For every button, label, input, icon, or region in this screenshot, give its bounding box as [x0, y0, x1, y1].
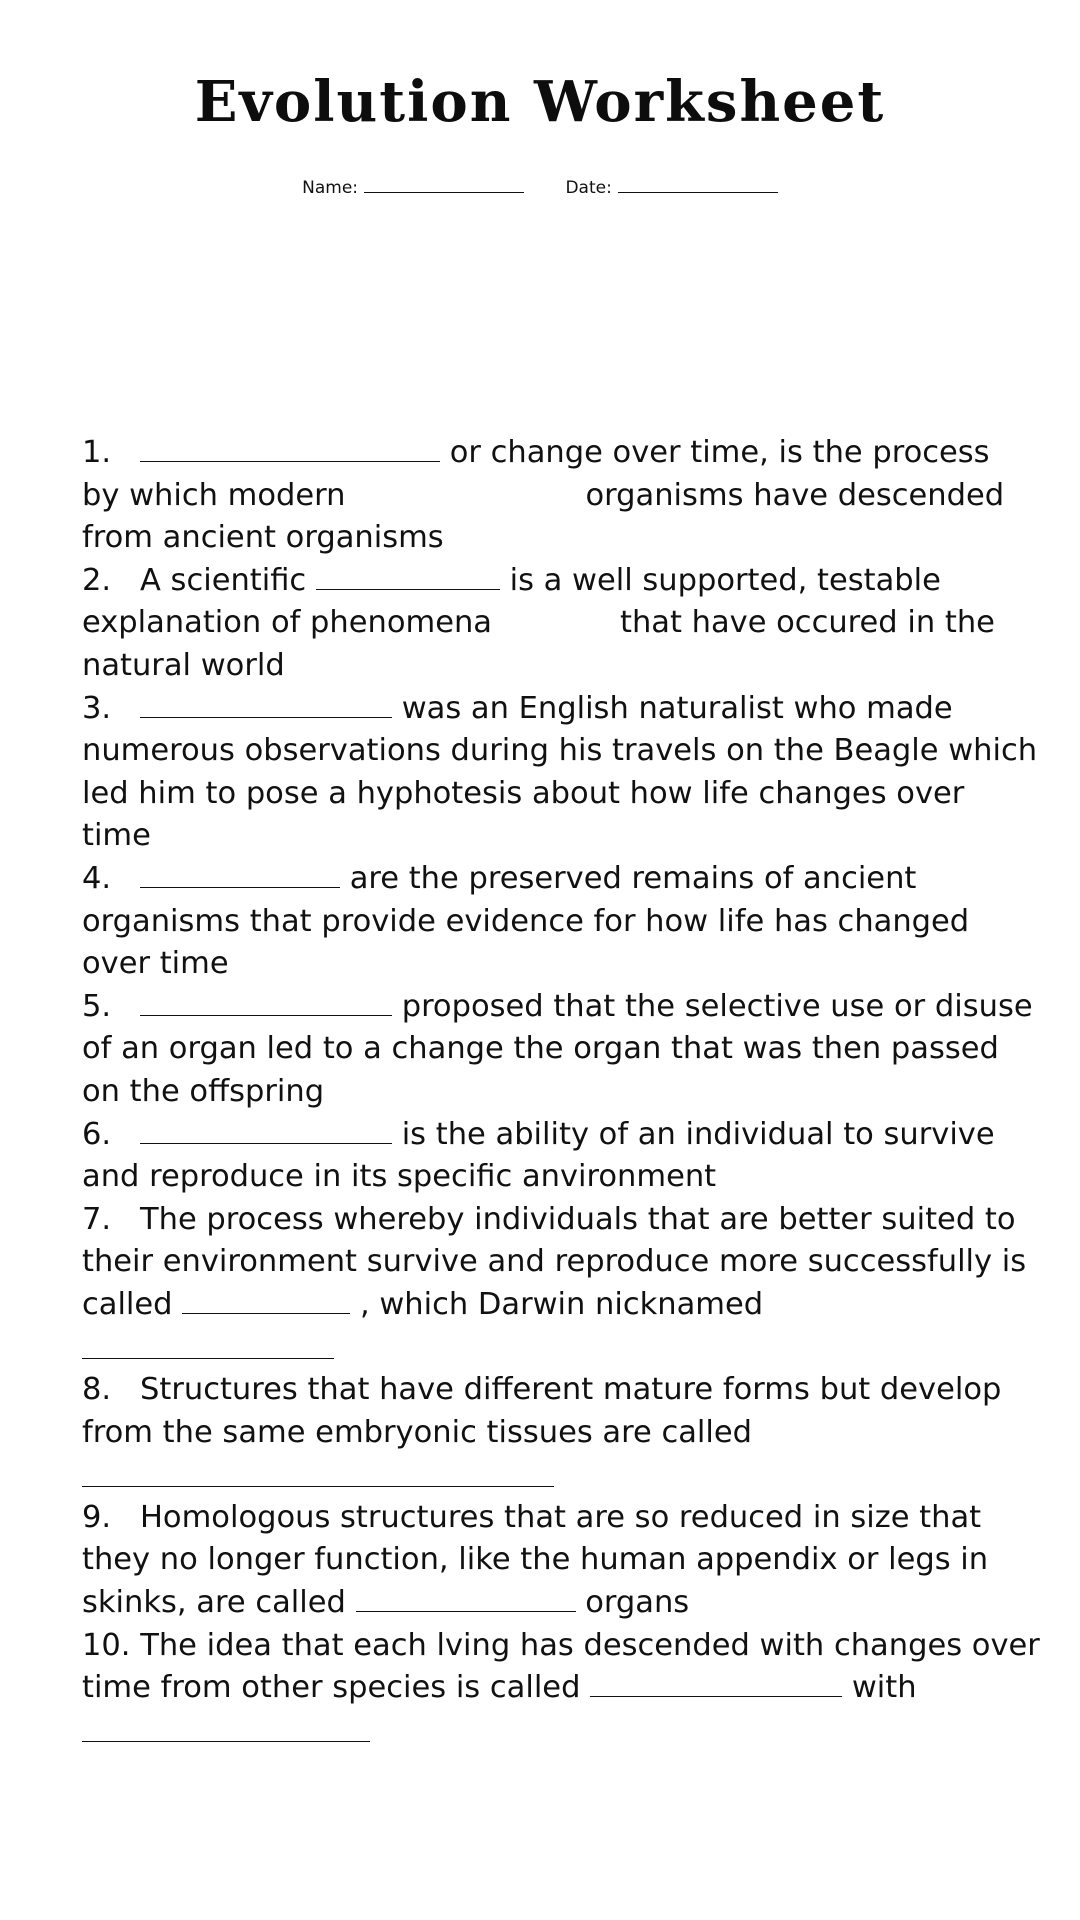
question-8-blank-line — [82, 1454, 1002, 1497]
question-4-line-1 — [82, 858, 1002, 901]
question-7-line-3 — [82, 1284, 1002, 1327]
question-text: The process whereby individuals that are better suited to — [140, 1201, 1016, 1237]
question-text: proposed that the selective use or disuse — [401, 988, 1033, 1024]
question-text: explanation of phenomena — [82, 605, 492, 641]
name-blank[interactable] — [364, 176, 524, 193]
question-text: skinks, are called — [82, 1585, 346, 1621]
question-number: 8. — [82, 1372, 112, 1408]
answer-blank-q1[interactable] — [140, 433, 440, 462]
question-1-line-1 — [82, 432, 1002, 475]
question-text: that have occured in the — [619, 605, 995, 641]
answer-blank-q7b[interactable] — [82, 1330, 334, 1359]
question-text: organs — [585, 1585, 690, 1621]
question-number: 10. — [82, 1627, 131, 1663]
answer-blank-q9[interactable] — [356, 1583, 576, 1612]
question-10-blank-line — [82, 1710, 1002, 1753]
question-4-line-3: over time — [82, 946, 229, 982]
question-text: are the preserved remains of ancient — [349, 860, 917, 896]
question-text: is a well supported, testable — [509, 562, 941, 598]
question-text: with — [851, 1670, 917, 1706]
question-text: organisms have descended — [585, 477, 1005, 513]
question-text: The idea that each lving has descended with changes over — [140, 1627, 1040, 1663]
question-text: , which Darwin nicknamed — [359, 1286, 764, 1322]
question-4-line-2: organisms that provide evidence for how life has changed — [82, 903, 970, 939]
date-field — [565, 176, 777, 200]
question-10-line-1 — [82, 1625, 1040, 1668]
question-6-line-2: and reproduce in its specific anvironment — [82, 1159, 717, 1195]
question-5-line-2: of an organ led to a change the organ that was then passed — [82, 1031, 999, 1067]
question-3-line-4: time — [82, 818, 151, 854]
name-label: Name: — [302, 178, 359, 198]
question-7-blank-line — [82, 1326, 1002, 1369]
worksheet-title: Evolution Worksheet — [194, 69, 886, 135]
answer-blank-q2[interactable] — [316, 561, 500, 590]
question-6-line-1 — [82, 1114, 1002, 1157]
question-list — [82, 432, 1040, 1752]
question-3-line-3: led him to pose a hyphotesis about how life changes over — [82, 775, 965, 811]
answer-blank-q4[interactable] — [140, 859, 340, 888]
answer-blank-q8[interactable] — [82, 1458, 554, 1487]
header-fields — [0, 176, 1080, 200]
answer-blank-q6[interactable] — [140, 1115, 392, 1144]
question-5-line-1 — [82, 986, 1033, 1029]
name-field — [302, 176, 524, 200]
answer-blank-q10a[interactable] — [590, 1668, 842, 1697]
answer-blank-q3[interactable] — [140, 689, 392, 718]
question-text: time from other species is called — [82, 1670, 581, 1706]
question-text: was an English naturalist who made — [401, 690, 953, 726]
question-9-line-3 — [82, 1582, 1002, 1625]
question-number: 2. — [82, 562, 112, 598]
question-9-line-1 — [82, 1497, 1002, 1540]
question-3-line-1 — [82, 688, 1002, 731]
question-7-line-2: their environment survive and reproduce more successfully is — [82, 1244, 1027, 1280]
date-blank[interactable] — [618, 176, 778, 193]
question-10-line-2 — [82, 1667, 1002, 1710]
question-text: is the ability of an individual to survive — [401, 1116, 995, 1152]
question-1-line-3: from ancient organisms — [82, 520, 444, 556]
question-text: by which modern — [82, 477, 346, 513]
question-9-line-2: they no longer function, like the human appendix or legs in — [82, 1542, 989, 1578]
question-8-line-2: from the same embryonic tissues are called — [82, 1414, 752, 1450]
question-number: 7. — [82, 1201, 112, 1237]
question-1-line-2 — [82, 475, 1005, 518]
question-text: A scientific — [140, 562, 307, 598]
answer-blank-q7a[interactable] — [182, 1285, 350, 1314]
question-text: or change over time, is the process — [449, 435, 990, 470]
question-number: 4. — [82, 860, 112, 896]
question-2-line-1 — [82, 560, 1002, 603]
answer-blank-q5[interactable] — [140, 987, 392, 1016]
question-7-line-1 — [82, 1199, 1016, 1242]
question-2-line-2 — [82, 602, 1002, 645]
question-number: 9. — [82, 1499, 112, 1535]
question-number: 5. — [82, 988, 112, 1024]
question-8-line-1 — [82, 1369, 1002, 1412]
question-text: called — [82, 1286, 173, 1322]
question-number: 3. — [82, 690, 112, 726]
question-text: Structures that have different mature forms but develop — [140, 1372, 1002, 1408]
question-2-line-3: natural world — [82, 647, 285, 683]
date-label: Date: — [565, 178, 612, 198]
question-number: 1. — [82, 435, 112, 470]
question-5-line-3: on the offspring — [82, 1073, 325, 1109]
question-text: Homologous structures that are so reduced in size that — [140, 1499, 982, 1535]
question-3-line-2: numerous observations during his travels on the Beagle which — [82, 733, 1038, 769]
answer-blank-q10b[interactable] — [82, 1713, 370, 1742]
question-number: 6. — [82, 1116, 112, 1152]
